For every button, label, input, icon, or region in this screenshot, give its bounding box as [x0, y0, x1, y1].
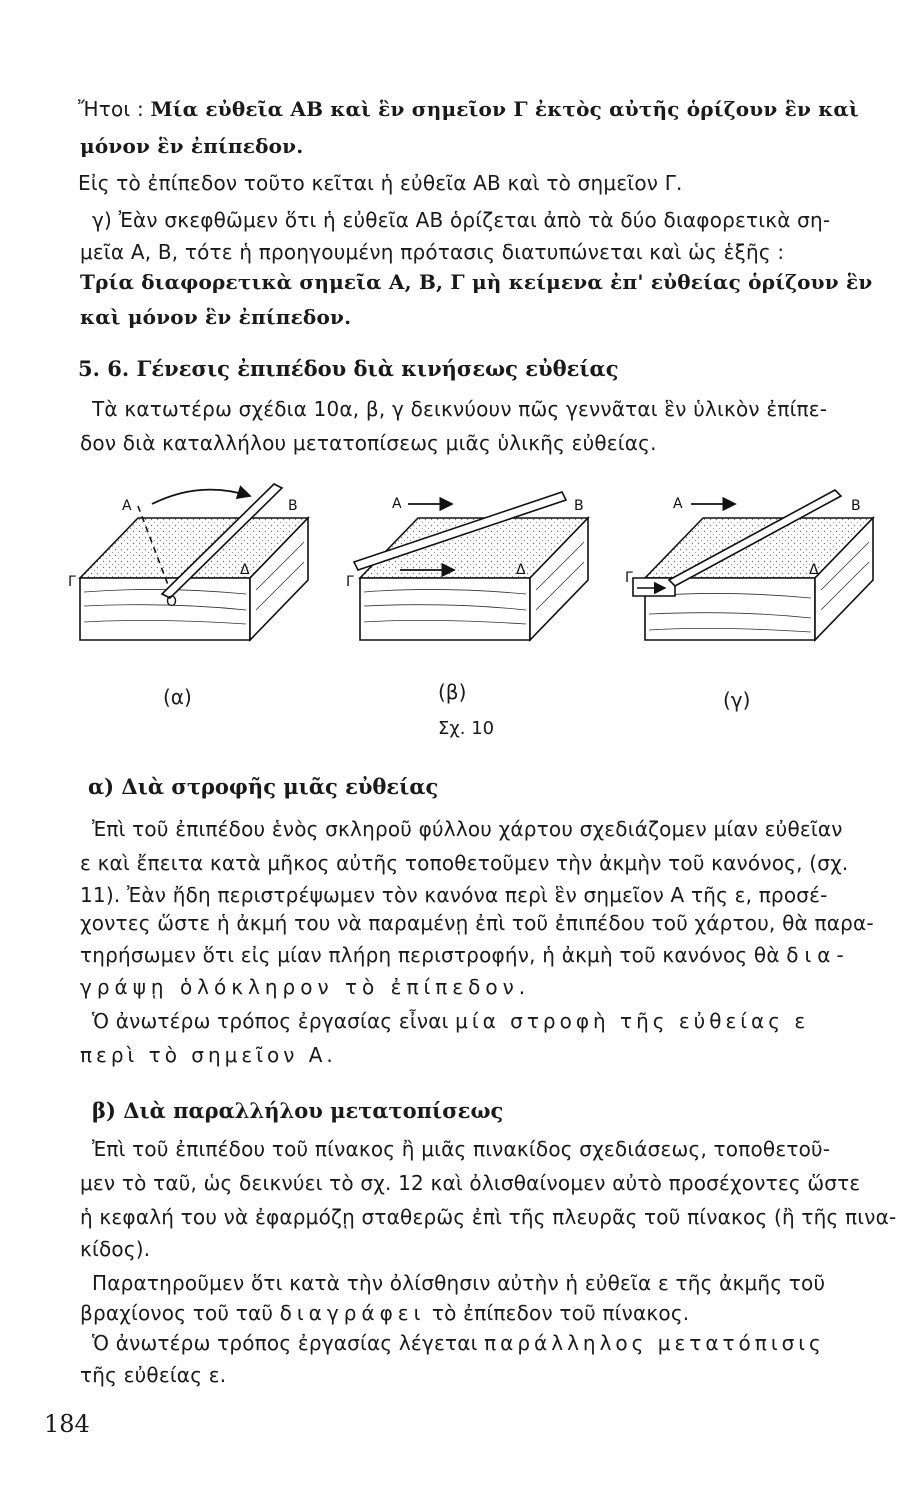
text-line-4: γ) Ἐὰν σκεφθῶμεν ὅτι ἡ εὐθεῖα ΑΒ ὁρίζεται ἀπὸ τὰ δύο διαφορετικὰ ση- [92, 208, 831, 232]
text-span: τὸ ἐπίπεδον τοῦ πίνακος. [425, 1301, 690, 1325]
text-line-11: ε καὶ ἔπειτα κατὰ μῆκος αὐτῆς τοποθετοῦμεν τὴν ἀκμὴν τοῦ κανόνος, (σχ. [80, 851, 849, 875]
text-line-22: Παρατηροῦμεν ὅτι κατὰ τὴν ὀλίσθησιν αὐτὴν ἡ εὐθεῖα ε τῆς ἀκμῆς τοῦ [92, 1271, 826, 1295]
figure-10b [340, 470, 600, 670]
text-line-1 [78, 92, 898, 126]
text-line-8: Τὰ κατωτέρω σχέδια 10α, β, γ δεικνύουν πῶς γεννᾶται ἓν ὑλικὸν ἐπίπε- [92, 397, 828, 421]
text-span: Ἤτοι : [78, 97, 151, 121]
text-span: Ὁ ἀνωτέρω τρόπος ἐργασίας λέγεται [92, 1331, 485, 1355]
figure-10c [625, 470, 895, 670]
text-line-20: ἡ κεφαλή του νὰ ἐφαρμόζῃ σταθερῶς ἐπὶ τῆς πλευρᾶς τοῦ πίνακος (ἢ τῆς πινα- [80, 1205, 897, 1229]
text-line-21: κίδος). [80, 1237, 151, 1261]
board-front-face [360, 578, 530, 640]
figure-number: Σχ. 10 [438, 718, 495, 739]
caption-b: (β) [438, 680, 467, 704]
label-o: Ο [166, 594, 178, 610]
text-line-25: τῆς εὐθείας ε. [80, 1363, 227, 1387]
label-d: Δ [240, 562, 250, 578]
label-g: Γ [68, 574, 76, 590]
text-line-24 [92, 1326, 912, 1360]
text-line-15: γράψῃ ὁλόκληρον τὸ ἐπίπεδον. [80, 975, 531, 999]
text-line-7: καὶ μόνον ἓν ἐπίπεδον. [80, 305, 352, 329]
label-a: Α [122, 498, 132, 514]
text-line-18: Ἐπὶ τοῦ ἐπιπέδου τοῦ πίνακος ἢ μιᾶς πινακίδος σχεδιάσεως, τοποθετοῦ- [92, 1137, 831, 1161]
label-b: Β [574, 498, 584, 514]
label-d: Δ [516, 562, 526, 578]
label-b: Β [851, 498, 861, 514]
spaced-phrase: παράλληλος μετατόπισις [484, 1331, 825, 1355]
label-d: Δ [809, 562, 819, 578]
text-span: τηρήσωμεν ὅτι εἰς μίαν πλήρη περιστροφήν, ἡ ἀκμὴ τοῦ κανόνος θὰ [80, 943, 787, 967]
caption-c: (γ) [723, 688, 751, 712]
text-line-5: μεῖα Α, Β, τότε ἡ προηγουμένη πρότασις διατυπώνεται καὶ ὡς ἑξῆς : [80, 240, 785, 264]
text-line-13: χοντες ὥστε ἡ ἀκμή του νὰ παραμένῃ ἐπὶ τοῦ ἐπιπέδου τοῦ χάρτου, θὰ παρα- [80, 911, 874, 935]
board-front-face [80, 578, 250, 640]
spaced-word: διαγράφει [279, 1301, 426, 1325]
label-g: Γ [625, 570, 633, 586]
figure-10a [60, 470, 320, 670]
label-a: Α [673, 496, 683, 512]
section-heading-5-6: 5. 6. Γένεσις ἐπιπέδου διὰ κινήσεως εὐθείας [78, 356, 619, 381]
caption-a: (α) [163, 685, 192, 709]
section-heading-beta: β) Διὰ παραλλήλου μετατοπίσεως [92, 1098, 504, 1123]
text-line-6: Τρία διαφορετικὰ σημεῖα Α, Β, Γ μὴ κείμενα ἐπ' εὐθείας ὁρίζουν ἓν [80, 270, 873, 294]
label-g: Γ [346, 574, 354, 590]
text-span: Ὁ ἀνωτέρω τρόπος ἐργασίας εἶναι [92, 1009, 456, 1033]
label-a: Α [392, 496, 402, 512]
bold-statement: Μία εὐθεῖα ΑΒ καὶ ἓν σημεῖον Γ ἐκτὸς αὐτῆς ὁρίζουν ἓν καὶ [150, 97, 859, 121]
text-line-19: μεν τὸ ταῦ, ὡς δεικνύει τὸ σχ. 12 καὶ ὀλισθαίνομεν αὐτὸ προσέχοντες ὥστε [80, 1171, 861, 1195]
text-line-16 [92, 1004, 912, 1038]
section-heading-alpha: α) Διὰ στροφῆς μιᾶς εὐθείας [88, 774, 439, 799]
spaced-word: δια- [786, 943, 850, 967]
spaced-phrase: μία στροφὴ τῆς εὐθείας ε [455, 1009, 810, 1033]
text-line-14 [80, 938, 900, 972]
text-line-3: Εἰς τὸ ἐπίπεδον τοῦτο κεῖται ἡ εὐθεῖα ΑΒ καὶ τὸ σημεῖον Γ. [78, 171, 683, 195]
text-line-12: 11). Ἐὰν ἤδη περιστρέψωμεν τὸν κανόνα περὶ ἓν σημεῖον Α τῆς ε, προσέ- [80, 883, 828, 907]
label-b: Β [288, 498, 298, 514]
text-line-10: Ἐπὶ τοῦ ἐπιπέδου ἑνὸς σκληροῦ φύλλου χάρτου σχεδιάζομεν μίαν εὐθεῖαν [92, 817, 843, 841]
text-line-23 [80, 1296, 900, 1330]
page-number: 184 [44, 1410, 90, 1438]
text-line-2: μόνον ἓν ἐπίπεδον. [80, 134, 304, 158]
rotation-arrow [152, 490, 250, 504]
text-span: βραχίονος τοῦ ταῦ [80, 1301, 280, 1325]
text-line-9: δον διὰ καταλλήλου μετατοπίσεως μιᾶς ὑλικῆς εὐθείας. [80, 431, 657, 455]
text-line-17: περὶ τὸ σημεῖον Α. [80, 1043, 337, 1067]
